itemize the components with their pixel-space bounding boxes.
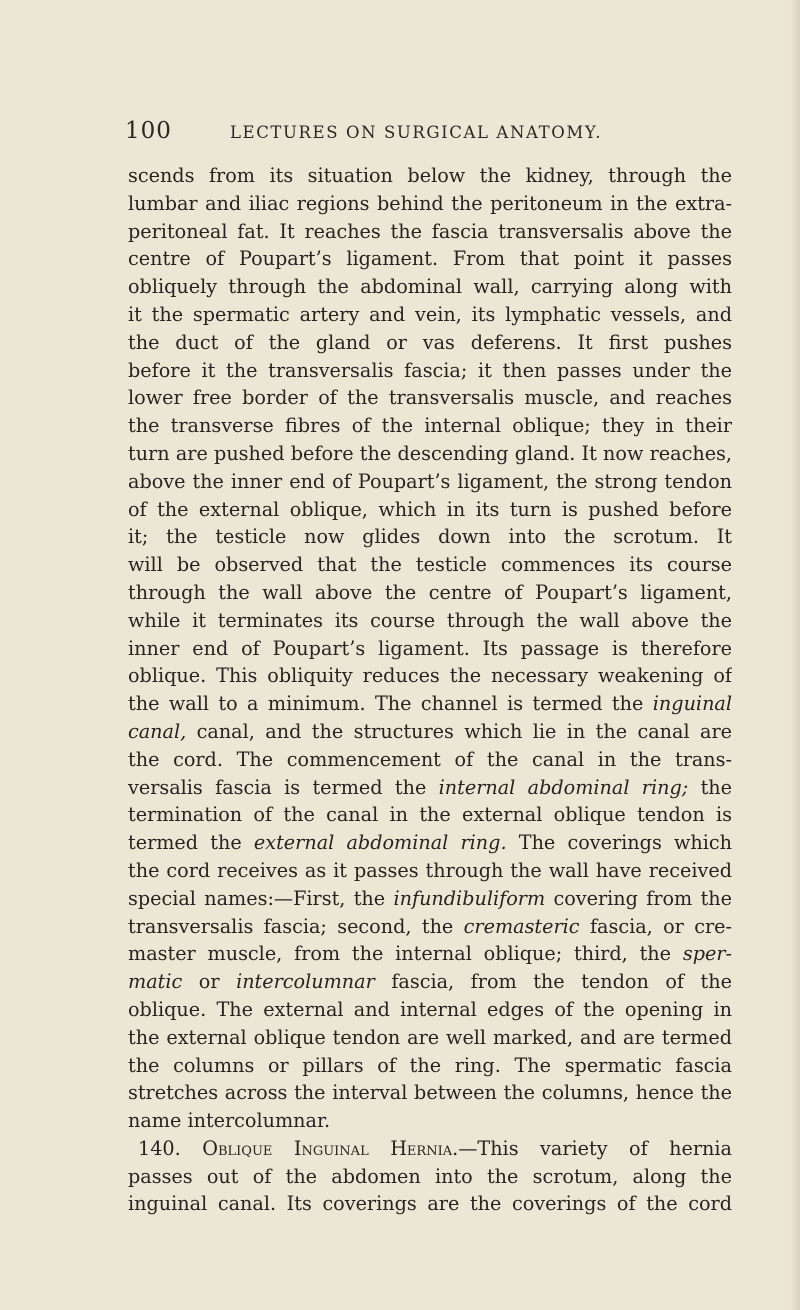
italic-term: canal, <box>128 719 187 743</box>
section-heading: Oblique Inguinal Hernia. <box>202 1136 459 1160</box>
text-line: oblique. This obliquity reduces the necessary weakening of <box>128 664 732 688</box>
text-line: the wall to a minimum. The channel is termed the inguinal <box>128 692 732 716</box>
text-line: oblique. The external and internal edges of the opening in <box>128 997 732 1021</box>
text-line: lumbar and iliac regions behind the peritoneum in the extra- <box>128 191 732 215</box>
italic-term: infundibuliform <box>393 886 546 910</box>
text-line: lower free border of the transversalis muscle, and reaches <box>128 386 732 410</box>
text-line: stretches across the interval between the columns, hence the <box>128 1081 732 1105</box>
text-line: above the inner end of Poupart’s ligament, the strong tendon <box>128 469 732 493</box>
text-line: scends from its situation below the kidney, through the <box>128 164 732 187</box>
text-line: the external oblique tendon are well marked, and are termed <box>128 1025 732 1049</box>
text-line: termination of the canal in the external oblique tendon is <box>128 803 732 827</box>
text-line: centre of Poupart’s ligament. From that point it passes <box>128 247 732 271</box>
text-line: the transverse fibres of the internal oblique; they in their <box>128 414 732 438</box>
text-line: it the spermatic artery and vein, its lymphatic vessels, and <box>128 302 732 326</box>
text-line: it; the testicle now glides down into the scrotum. It <box>128 525 732 549</box>
text-line: will be observed that the testicle commences its course <box>128 553 732 577</box>
italic-term: cremasteric <box>463 914 580 938</box>
page-number: 100 <box>125 118 172 144</box>
text-line: while it terminates its course through the wall above the <box>128 608 732 632</box>
text-line: before it the transversalis fascia; it then passes under the <box>128 358 732 382</box>
text-line: the cord receives as it passes through the wall have received <box>128 858 732 882</box>
italic-term: sper- <box>682 942 732 966</box>
italic-term: inguinal <box>652 692 732 716</box>
text-line: transversalis fascia; second, the cremasteric fascia, or cre- <box>128 914 732 938</box>
text-line: inner end of Poupart’s ligament. Its passage is therefore <box>128 636 732 660</box>
text-line: turn are pushed before the descending gland. It now reaches, <box>128 441 732 465</box>
text-line: name intercolumnar. <box>128 1109 331 1133</box>
text-line: inguinal canal. Its coverings are the coverings of the cord <box>128 1192 732 1216</box>
text-line: canal, canal, and the structures which lie in the canal are <box>128 719 732 743</box>
running-head: LECTURES ON SURGICAL ANATOMY. <box>230 123 603 142</box>
italic-term: external abdominal ring. <box>253 831 507 855</box>
text-line: peritoneal fat. It reaches the fascia transversalis above the <box>128 219 732 243</box>
text-line: termed the external abdominal ring. The coverings which <box>128 831 732 855</box>
page-edge-shadow <box>790 0 800 1310</box>
text-line: master muscle, from the internal oblique; third, the sper- <box>128 942 732 966</box>
body-text <box>128 162 732 1218</box>
text-line: the duct of the gland or vas deferens. It first pushes <box>128 330 732 354</box>
text-line: of the external oblique, which in its turn is pushed before <box>128 497 732 521</box>
text-line: passes out of the abdomen into the scrotum, along the <box>128 1164 732 1188</box>
text-line: versalis fascia is termed the internal abdominal ring; the <box>128 775 732 799</box>
text-line: special names:—First, the infundibuliform covering from the <box>128 886 732 910</box>
text-line: the cord. The commencement of the canal in the trans- <box>128 747 732 771</box>
text-line: the columns or pillars of the ring. The spermatic fascia <box>128 1053 732 1077</box>
page-header <box>125 118 685 146</box>
italic-term: intercolumnar <box>236 970 375 994</box>
text-line: obliquely through the abdominal wall, carrying along with <box>128 275 732 299</box>
italic-term: matic <box>128 970 183 994</box>
text-line: matic or intercolumnar fascia, from the tendon of the <box>128 970 732 994</box>
text-line: through the wall above the centre of Poupart’s ligament, <box>128 580 732 604</box>
italic-term: internal abdominal ring; <box>438 775 689 799</box>
section-heading-line: 140. Oblique Inguinal Hernia.—This variety of hernia <box>138 1136 732 1160</box>
